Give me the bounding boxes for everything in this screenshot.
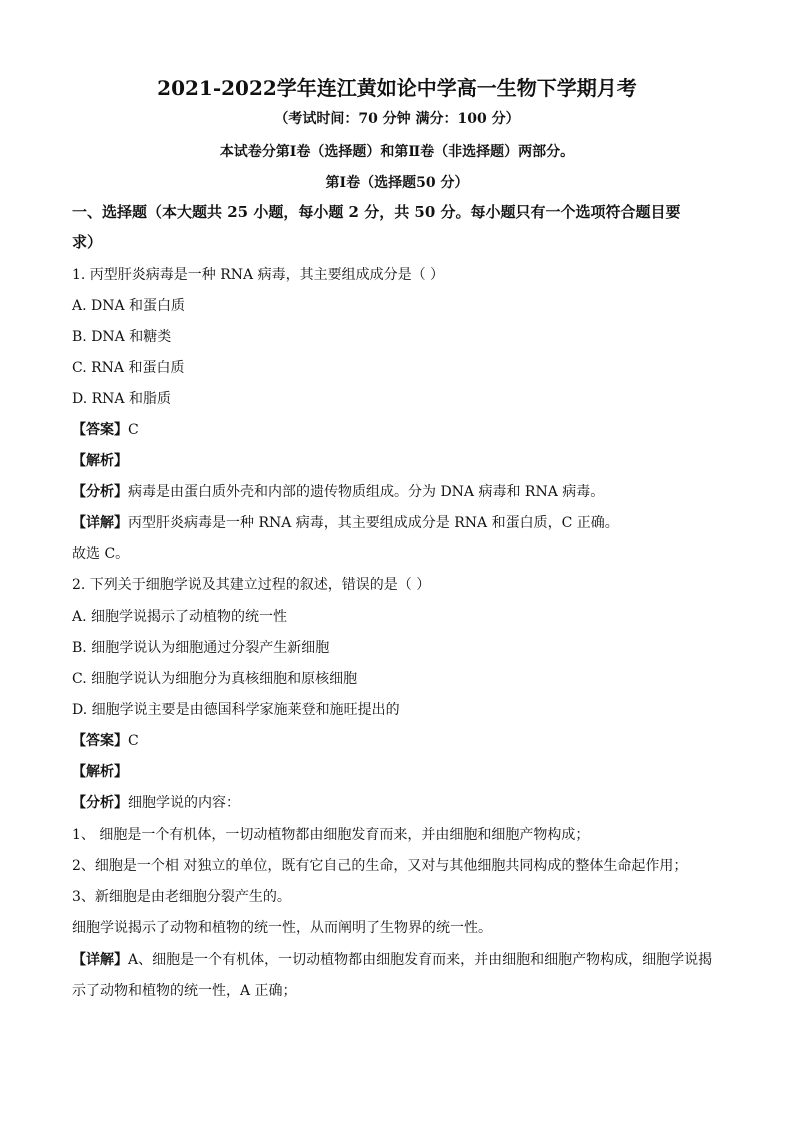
question-2-option-c: C. 细胞学说认为细胞分为真核细胞和原核细胞 [72, 671, 358, 687]
structure-note: 本试卷分第Ⅰ卷（选择题）和第Ⅱ卷（非选择题）两部分。 [219, 144, 575, 160]
xiangjie-tag: 【详解】 [72, 515, 128, 531]
xiangjie-text: 丙型肝炎病毒是一种 RNA 病毒，其主要组成成分是 RNA 和蛋白质，C 正确。 [128, 515, 619, 531]
xiangjie-tag: 【详解】 [72, 952, 128, 968]
question-1-analysis-tag: 【解析】 [72, 453, 128, 469]
question-1-option-a: A. DNA 和蛋白质 [72, 298, 186, 314]
question-2-option-b: B. 细胞学说认为细胞通过分裂产生新细胞 [72, 640, 330, 656]
fenxi-text: 细胞学说的内容： [128, 795, 240, 811]
question-2-xiangjie [72, 950, 732, 970]
question-1-option-b: B. DNA 和糖类 [72, 329, 172, 345]
question-2-summary: 细胞学说揭示了动物和植物的统一性，从而阐明了生物界的统一性。 [72, 920, 492, 936]
answer-value: C [128, 422, 139, 438]
part1-title: 第Ⅰ卷（选择题50 分） [325, 175, 469, 191]
question-2-analysis-tag: 【解析】 [72, 764, 128, 780]
question-2-xiangjie-cont: 示了动物和植物的统一性，A 正确； [72, 983, 297, 999]
question-2-option-d: D. 细胞学说主要是由德国科学家施莱登和施旺提出的 [72, 702, 400, 718]
question-1-fenxi [72, 482, 732, 502]
xiangjie-text: A、细胞是一个有机体，一切动植物都由细胞发育而来，并由细胞和细胞产物构成，细胞学说揭 [128, 952, 713, 968]
question-1-stem: 1. 丙型肝炎病毒是一种 RNA 病毒，其主要组成成分是（ ） [72, 267, 445, 283]
question-2-answer [72, 731, 732, 751]
question-1-answer [72, 420, 732, 440]
question-2-point-2: 2、细胞是一个相 对独立的单位，既有它自己的生命，又对与其他细胞共同构成的整体生命起作用； [72, 858, 688, 874]
question-2-point-1: 1、 细胞是一个有机体，一切动植物都由细胞发育而来，并由细胞和细胞产物构成； [72, 827, 590, 843]
question-2-option-a: A. 细胞学说揭示了动植物的统一性 [72, 609, 288, 625]
question-1-xiangjie [72, 513, 732, 533]
question-1-conclusion: 故选 C。 [72, 546, 130, 562]
question-1-option-c: C. RNA 和蛋白质 [72, 360, 185, 376]
page-title: 2021-2022学年连江黄如论中学高一生物下学期月考 [157, 76, 637, 100]
answer-tag: 【答案】 [72, 733, 128, 749]
section-heading: 一、选择题（本大题共 25 小题，每小题 2 分，共 50 分。每小题只有一个选项符合题目要 [72, 203, 681, 221]
question-1-option-d: D. RNA 和脂质 [72, 391, 171, 407]
exam-info: （考试时间：70 分钟 满分：100 分） [274, 111, 520, 127]
answer-tag: 【答案】 [72, 422, 128, 438]
answer-value: C [128, 733, 139, 749]
question-2-point-3: 3、新细胞是由老细胞分裂产生的。 [72, 889, 291, 905]
section-heading-cont: 求） [72, 233, 103, 251]
question-2-fenxi [72, 793, 732, 813]
fenxi-tag: 【分析】 [72, 795, 128, 811]
question-2-stem: 2. 下列关于细胞学说及其建立过程的叙述，错误的是（ ） [72, 577, 431, 593]
fenxi-tag: 【分析】 [72, 484, 128, 500]
fenxi-text: 病毒是由蛋白质外壳和内部的遗传物质组成。分为 DNA 病毒和 RNA 病毒。 [128, 484, 605, 500]
